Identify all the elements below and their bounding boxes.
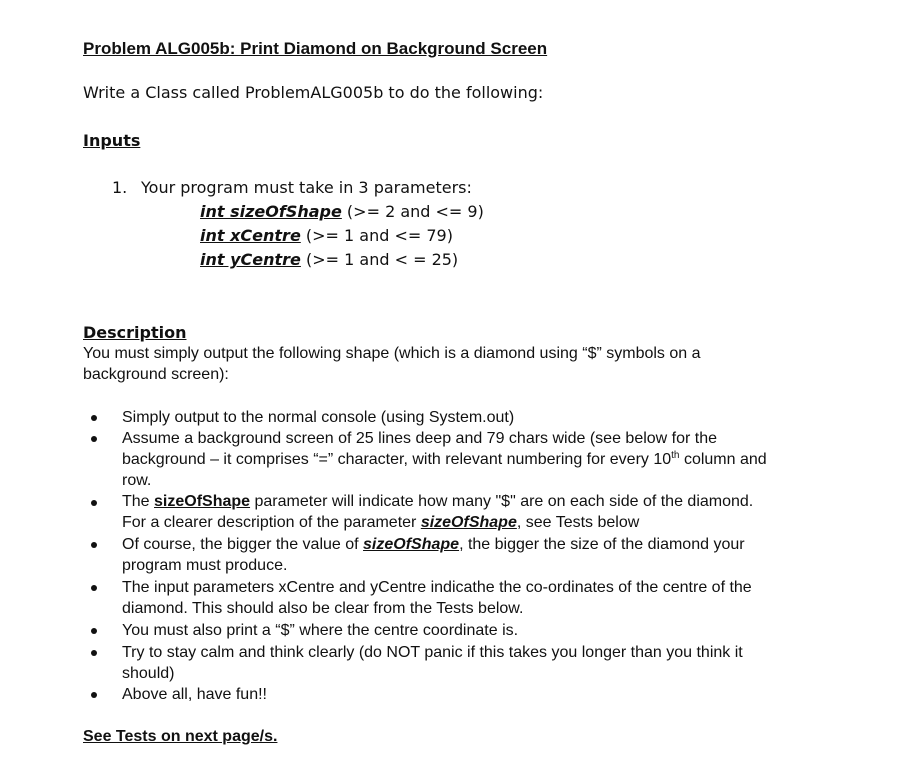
bullet-dot — [91, 692, 97, 698]
bullet-5-line-1: The input parameters xCentre and yCentre indicathe the co-ordinates of the centre of the — [122, 579, 752, 596]
bullet-8-text: Above all, have fun!! — [122, 686, 267, 703]
bullet-dot — [91, 650, 97, 656]
bullet-dot — [91, 500, 97, 506]
intro-text: Write a Class called ProblemALG005b to do the following: — [83, 83, 544, 102]
bullet-3-line-1 — [122, 494, 753, 510]
param-name: int sizeOfShape — [200, 202, 342, 221]
bullet-2-text-b: column and — [679, 451, 767, 468]
bullet-7-line-2: should) — [122, 665, 175, 682]
bullet-1-text: Simply output to the normal console (using System.out) — [122, 409, 515, 426]
bullet-dot — [91, 628, 97, 634]
ordinal-suffix: th — [671, 450, 680, 461]
description-line-1: You must simply output the following shape (which is a diamond using “$” symbols on a — [83, 345, 701, 362]
bullet-4-line-1 — [122, 537, 745, 553]
bullet-dot — [91, 415, 97, 421]
param-size-of-shape — [200, 204, 484, 220]
param-name: int yCentre — [200, 250, 301, 269]
bullet-2-line-2 — [122, 452, 767, 468]
bullet-4-text-post: , the bigger the size of the diamond your — [459, 536, 745, 553]
bullet-3-l2-post: , see Tests below — [516, 514, 640, 531]
inputs-item-number: 1. — [112, 178, 128, 197]
bullet-2-line-3: row. — [122, 472, 152, 489]
bullet-2-text-a: background – it comprises “=” character, with relevant numbering for every 10 — [122, 451, 672, 468]
keyword-size-of-shape: sizeOfShape — [154, 493, 251, 510]
page-title: Problem ALG005b: Print Diamond on Background Screen — [83, 39, 548, 58]
param-name: int xCentre — [200, 226, 301, 245]
bullet-3-line-2 — [122, 515, 639, 531]
keyword-size-of-shape: sizeOfShape — [420, 514, 517, 531]
bullet-5-line-2: diamond. This should also be clear from the Tests below. — [122, 600, 524, 617]
bullet-7-line-1: Try to stay calm and think clearly (do NOT panic if this takes you longer than you think it — [122, 644, 743, 661]
bullet-3-l2-pre: For a clearer description of the parameter — [122, 514, 421, 531]
footer-note: See Tests on next page/s. — [83, 728, 278, 745]
inputs-heading: Inputs — [83, 131, 141, 150]
keyword-size-of-shape: sizeOfShape — [363, 536, 460, 553]
bullet-2-line-1: Assume a background screen of 25 lines deep and 79 chars wide (see below for the — [122, 430, 718, 447]
bullet-dot — [91, 542, 97, 548]
bullet-4-text-pre: Of course, the bigger the value of — [122, 536, 364, 553]
bullet-dot — [91, 436, 97, 442]
description-heading: Description — [83, 323, 187, 342]
param-range: (>= 2 and <= 9) — [341, 202, 484, 221]
param-range: (>= 1 and < = 25) — [300, 250, 459, 269]
bullet-6-text: You must also print a “$” where the centre coordinate is. — [122, 622, 519, 639]
param-y-centre — [200, 252, 458, 268]
param-range: (>= 1 and <= 79) — [300, 226, 453, 245]
bullet-dot — [91, 585, 97, 591]
description-line-2: background screen): — [83, 366, 229, 383]
bullet-3-text-pre: The — [122, 493, 155, 510]
inputs-item-text: Your program must take in 3 parameters: — [141, 178, 472, 197]
bullet-4-line-2: program must produce. — [122, 557, 288, 574]
bullet-3-text-post: parameter will indicate how many "$" are on each side of the diamond. — [250, 493, 754, 510]
param-x-centre — [200, 228, 453, 244]
